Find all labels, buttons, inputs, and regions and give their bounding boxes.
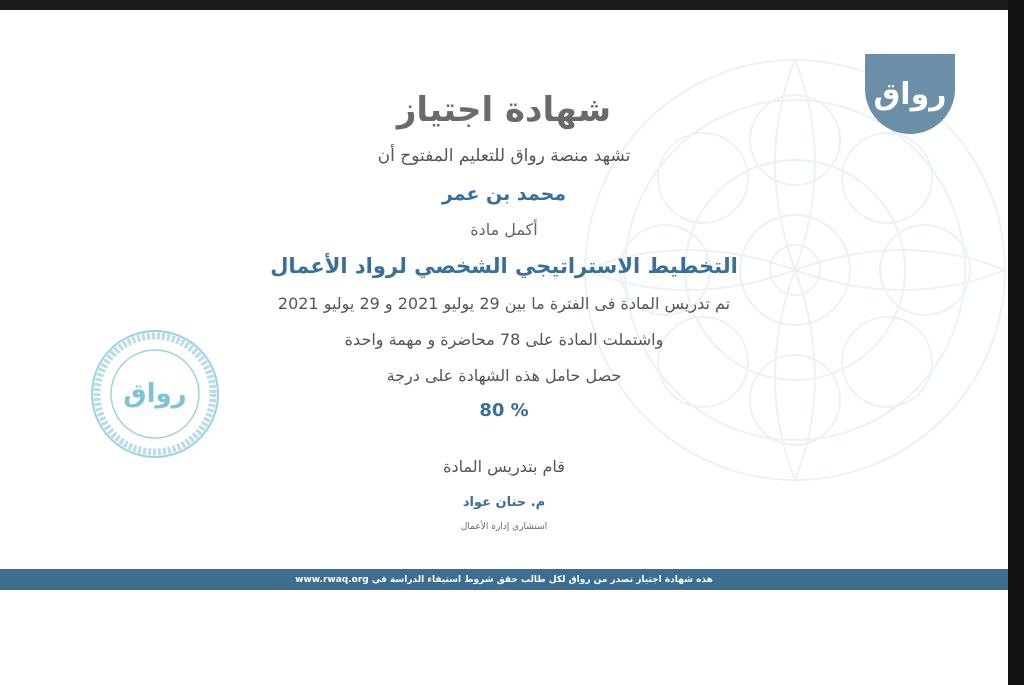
top-dark-bar [0, 0, 1024, 10]
logo-text: رواق [873, 76, 947, 112]
student-name: محمد بن عمر [441, 183, 567, 205]
instructor-title: استشاري إدارة الأعمال [460, 522, 548, 532]
grade-label: حصل حامل هذه الشهادة على درجة [386, 366, 622, 385]
completed-label: أكمل مادة [470, 220, 538, 239]
certificate-page [0, 10, 1008, 685]
course-period: تم تدريس المادة فى الفترة ما بين 29 يوليو 2021 و 29 يوليو 2021 [277, 294, 731, 313]
attest-line: تشهد منصة رواق للتعليم المفتوح أن [377, 146, 631, 166]
course-title: التخطيط الاستراتيجي الشخصي لرواد الأعمال [270, 254, 738, 278]
instructor-name: م. حنان عواد [462, 495, 546, 510]
certificate-title: شهادة اجتياز [396, 90, 612, 130]
right-dark-edge [1008, 0, 1024, 685]
seal-text: رواق [123, 379, 187, 409]
footer-bar [0, 569, 1008, 590]
footer-text: هذه شهادة اجتياز تصدر من رواق لكل طالب حقق شروط استيفاء الدراسة في www.rwaq.org [295, 574, 713, 585]
taught-by-label: قام بتدريس المادة [443, 457, 565, 476]
course-contents: واشتملت المادة على 78 محاضرة و مهمة واحدة [344, 330, 664, 349]
grade-value: % 80 [479, 400, 529, 421]
